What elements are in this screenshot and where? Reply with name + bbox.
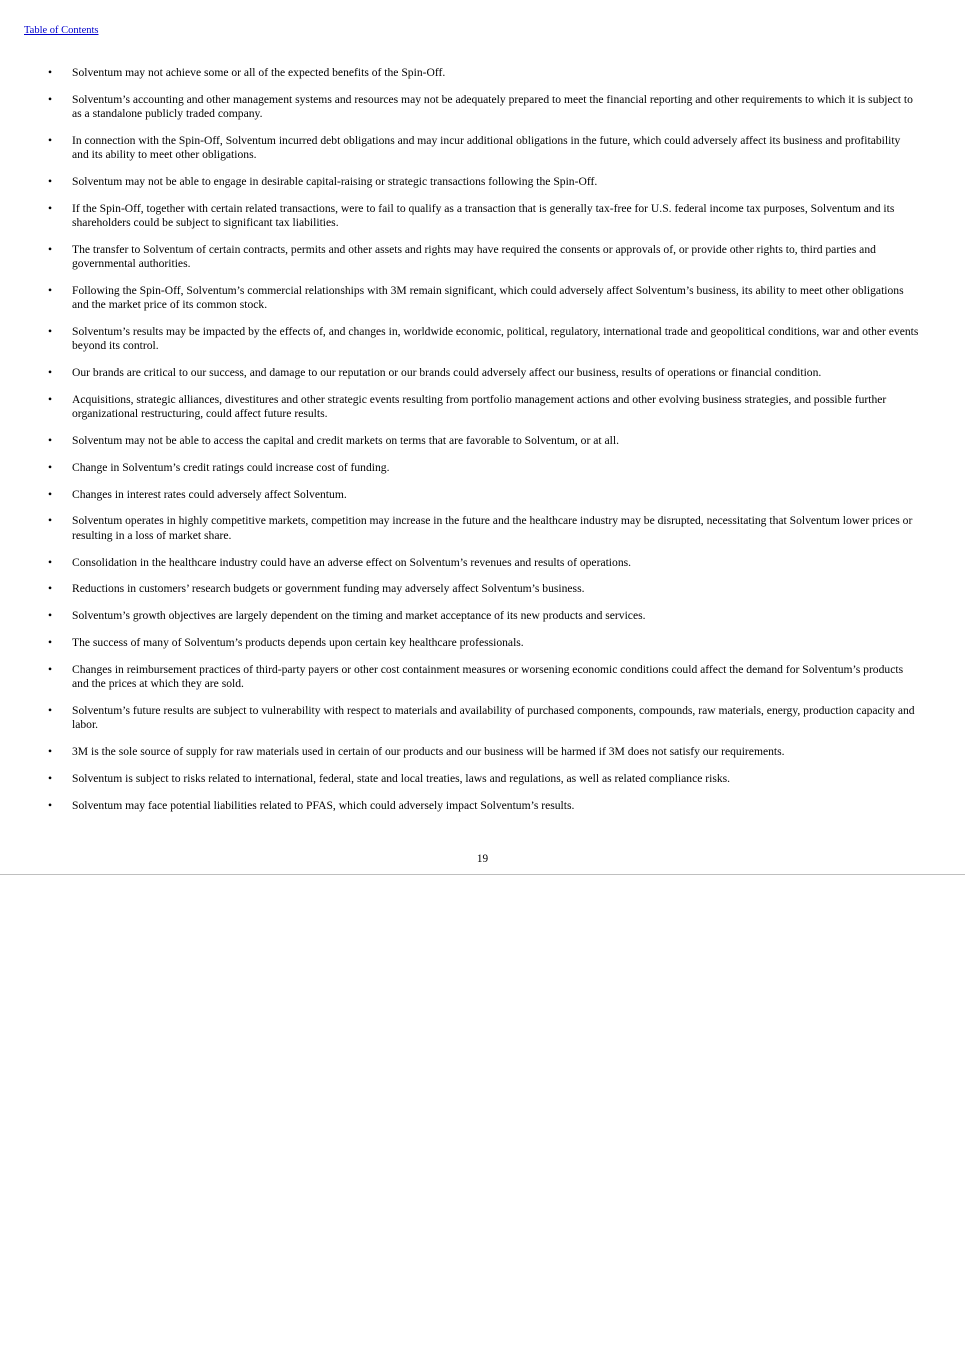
list-item (28, 93, 937, 122)
list-item (28, 488, 937, 502)
list-item (28, 284, 937, 313)
list-item-text: 3M is the sole source of supply for raw materials used in certain of our products and our business will be harmed if 3M does not satisfy our requirements. (72, 744, 785, 758)
list-item (28, 582, 937, 596)
list-item (28, 799, 937, 813)
bullet-icon: • (48, 798, 53, 812)
list-item-text: Solventum is subject to risks related to international, federal, state and local treaties, laws and regulations, as well as related compliance risks. (72, 771, 731, 785)
list-item (28, 202, 937, 231)
list-item-text: Solventum may not achieve some or all of the expected benefits of the Spin-Off. (72, 66, 446, 79)
list-item-text: Reductions in customers’ research budgets or government funding may adversely affect Solventum’s business. (72, 582, 585, 596)
toc-link-container (0, 0, 965, 38)
list-item-text: Solventum may not be able to engage in desirable capital-raising or strategic transactions following the Spin-Off. (72, 174, 598, 188)
bullet-list (28, 66, 937, 813)
bullet-icon: • (48, 514, 53, 528)
list-item-text: Change in Solventum’s credit ratings could increase cost of funding. (72, 460, 390, 474)
list-item-text: Solventum may face potential liabilities related to PFAS, which could adversely impact Solventum’s results. (72, 798, 575, 812)
bullet-icon: • (48, 366, 53, 380)
list-item (28, 461, 937, 475)
bullet-icon: • (48, 133, 53, 147)
list-item (28, 134, 937, 163)
list-item-text: Acquisitions, strategic alliances, divestitures and other strategic events resulting from portfolio management actions and other evolving business strategies, and possible further organizational restructuring, could affect future results. (72, 392, 887, 421)
bullet-icon: • (48, 771, 53, 785)
list-item (28, 366, 937, 380)
list-item-text: Changes in interest rates could adversely affect Solventum. (72, 487, 347, 501)
list-item-text: Solventum’s growth objectives are largely dependent on the timing and market acceptance of its new products and services. (72, 609, 646, 623)
list-item-text: Solventum operates in highly competitive markets, competition may increase in the future and the healthcare industry may be disrupted, necessitating that Solventum lower prices or resulting in a loss of market share. (72, 514, 913, 542)
list-item-text: Consolidation in the healthcare industry could have an adverse effect on Solventum’s revenues and results of operations. (72, 555, 632, 569)
table-of-contents-link[interactable]: Table of Contents (24, 25, 99, 36)
bullet-icon: • (48, 66, 53, 79)
bullet-icon: • (48, 92, 53, 106)
list-item (28, 514, 937, 543)
bullet-icon: • (48, 325, 53, 339)
list-item (28, 636, 937, 650)
list-item-text: The transfer to Solventum of certain contracts, permits and other assets and rights may have required the consents or approvals of, or provide other rights to, third parties and governmental authorities. (72, 242, 876, 271)
risk-factor-summary-list (0, 38, 965, 865)
bullet-icon: • (48, 283, 53, 297)
bullet-icon: • (48, 582, 53, 596)
bullet-icon: • (48, 609, 53, 623)
list-item-text: Solventum’s future results are subject to vulnerability with respect to materials and availability of purchased components, compounds, raw materials, energy, production capacity and labor. (72, 703, 915, 732)
list-item-text: Solventum’s results may be impacted by the effects of, and changes in, worldwide economic, political, regulatory, international trade and geopolitical conditions, war and other events beyond its control. (72, 325, 919, 353)
list-item (28, 772, 937, 786)
list-item (28, 175, 937, 189)
bullet-icon: • (48, 201, 53, 215)
bullet-icon: • (48, 662, 53, 676)
list-item (28, 663, 937, 692)
bullet-icon: • (48, 635, 53, 649)
list-item-text: If the Spin-Off, together with certain related transactions, were to fail to qualify as a transaction that is generally tax-free for U.S. federal income tax purposes, Solventum and its shareholders could be subject to significant tax liabilities. (72, 201, 895, 230)
footer-divider (0, 874, 965, 875)
list-item-text: Following the Spin-Off, Solventum’s commercial relationships with 3M remain significant, which could adversely affect Solventum’s business, its ability to meet other obligations and the market price of its common stock. (72, 283, 904, 312)
bullet-icon: • (48, 242, 53, 256)
list-item (28, 609, 937, 623)
bullet-icon: • (48, 434, 53, 448)
bullet-icon: • (48, 703, 53, 717)
bullet-icon: • (48, 744, 53, 758)
bullet-icon: • (48, 555, 53, 569)
bullet-icon: • (48, 174, 53, 188)
list-item-text: In connection with the Spin-Off, Solventum incurred debt obligations and may incur additional obligations in the future, which could adversely affect its business and profitability and its ability to meet other obligations. (72, 133, 901, 162)
list-item (28, 325, 937, 354)
list-item (28, 704, 937, 733)
list-item-text: The success of many of Solventum’s products depends upon certain key healthcare professionals. (72, 635, 524, 649)
list-item (28, 66, 937, 80)
bullet-icon: • (48, 487, 53, 501)
list-item (28, 243, 937, 272)
list-item-text: Solventum may not be able to access the capital and credit markets on terms that are favorable to Solventum, or at all. (72, 434, 619, 448)
list-item-text: Solventum’s accounting and other management systems and resources may not be adequately prepared to meet the financial reporting and other requirements to which it is subject to as a standalone publicly traded company. (72, 92, 913, 121)
list-item-text: Our brands are critical to our success, and damage to our reputation or our brands could adversely affect our business, results of operations or financial condition. (72, 366, 822, 380)
list-item (28, 393, 937, 422)
list-item (28, 556, 937, 570)
list-item (28, 434, 937, 448)
page-number: 19 (476, 852, 489, 865)
bullet-icon: • (48, 392, 53, 406)
bullet-icon: • (48, 460, 53, 474)
list-item (28, 745, 937, 759)
list-item-text: Changes in reimbursement practices of third-party payers or other cost containment measures or worsening economic conditions could affect the demand for Solventum’s products and the prices at which they are sold. (72, 662, 904, 691)
